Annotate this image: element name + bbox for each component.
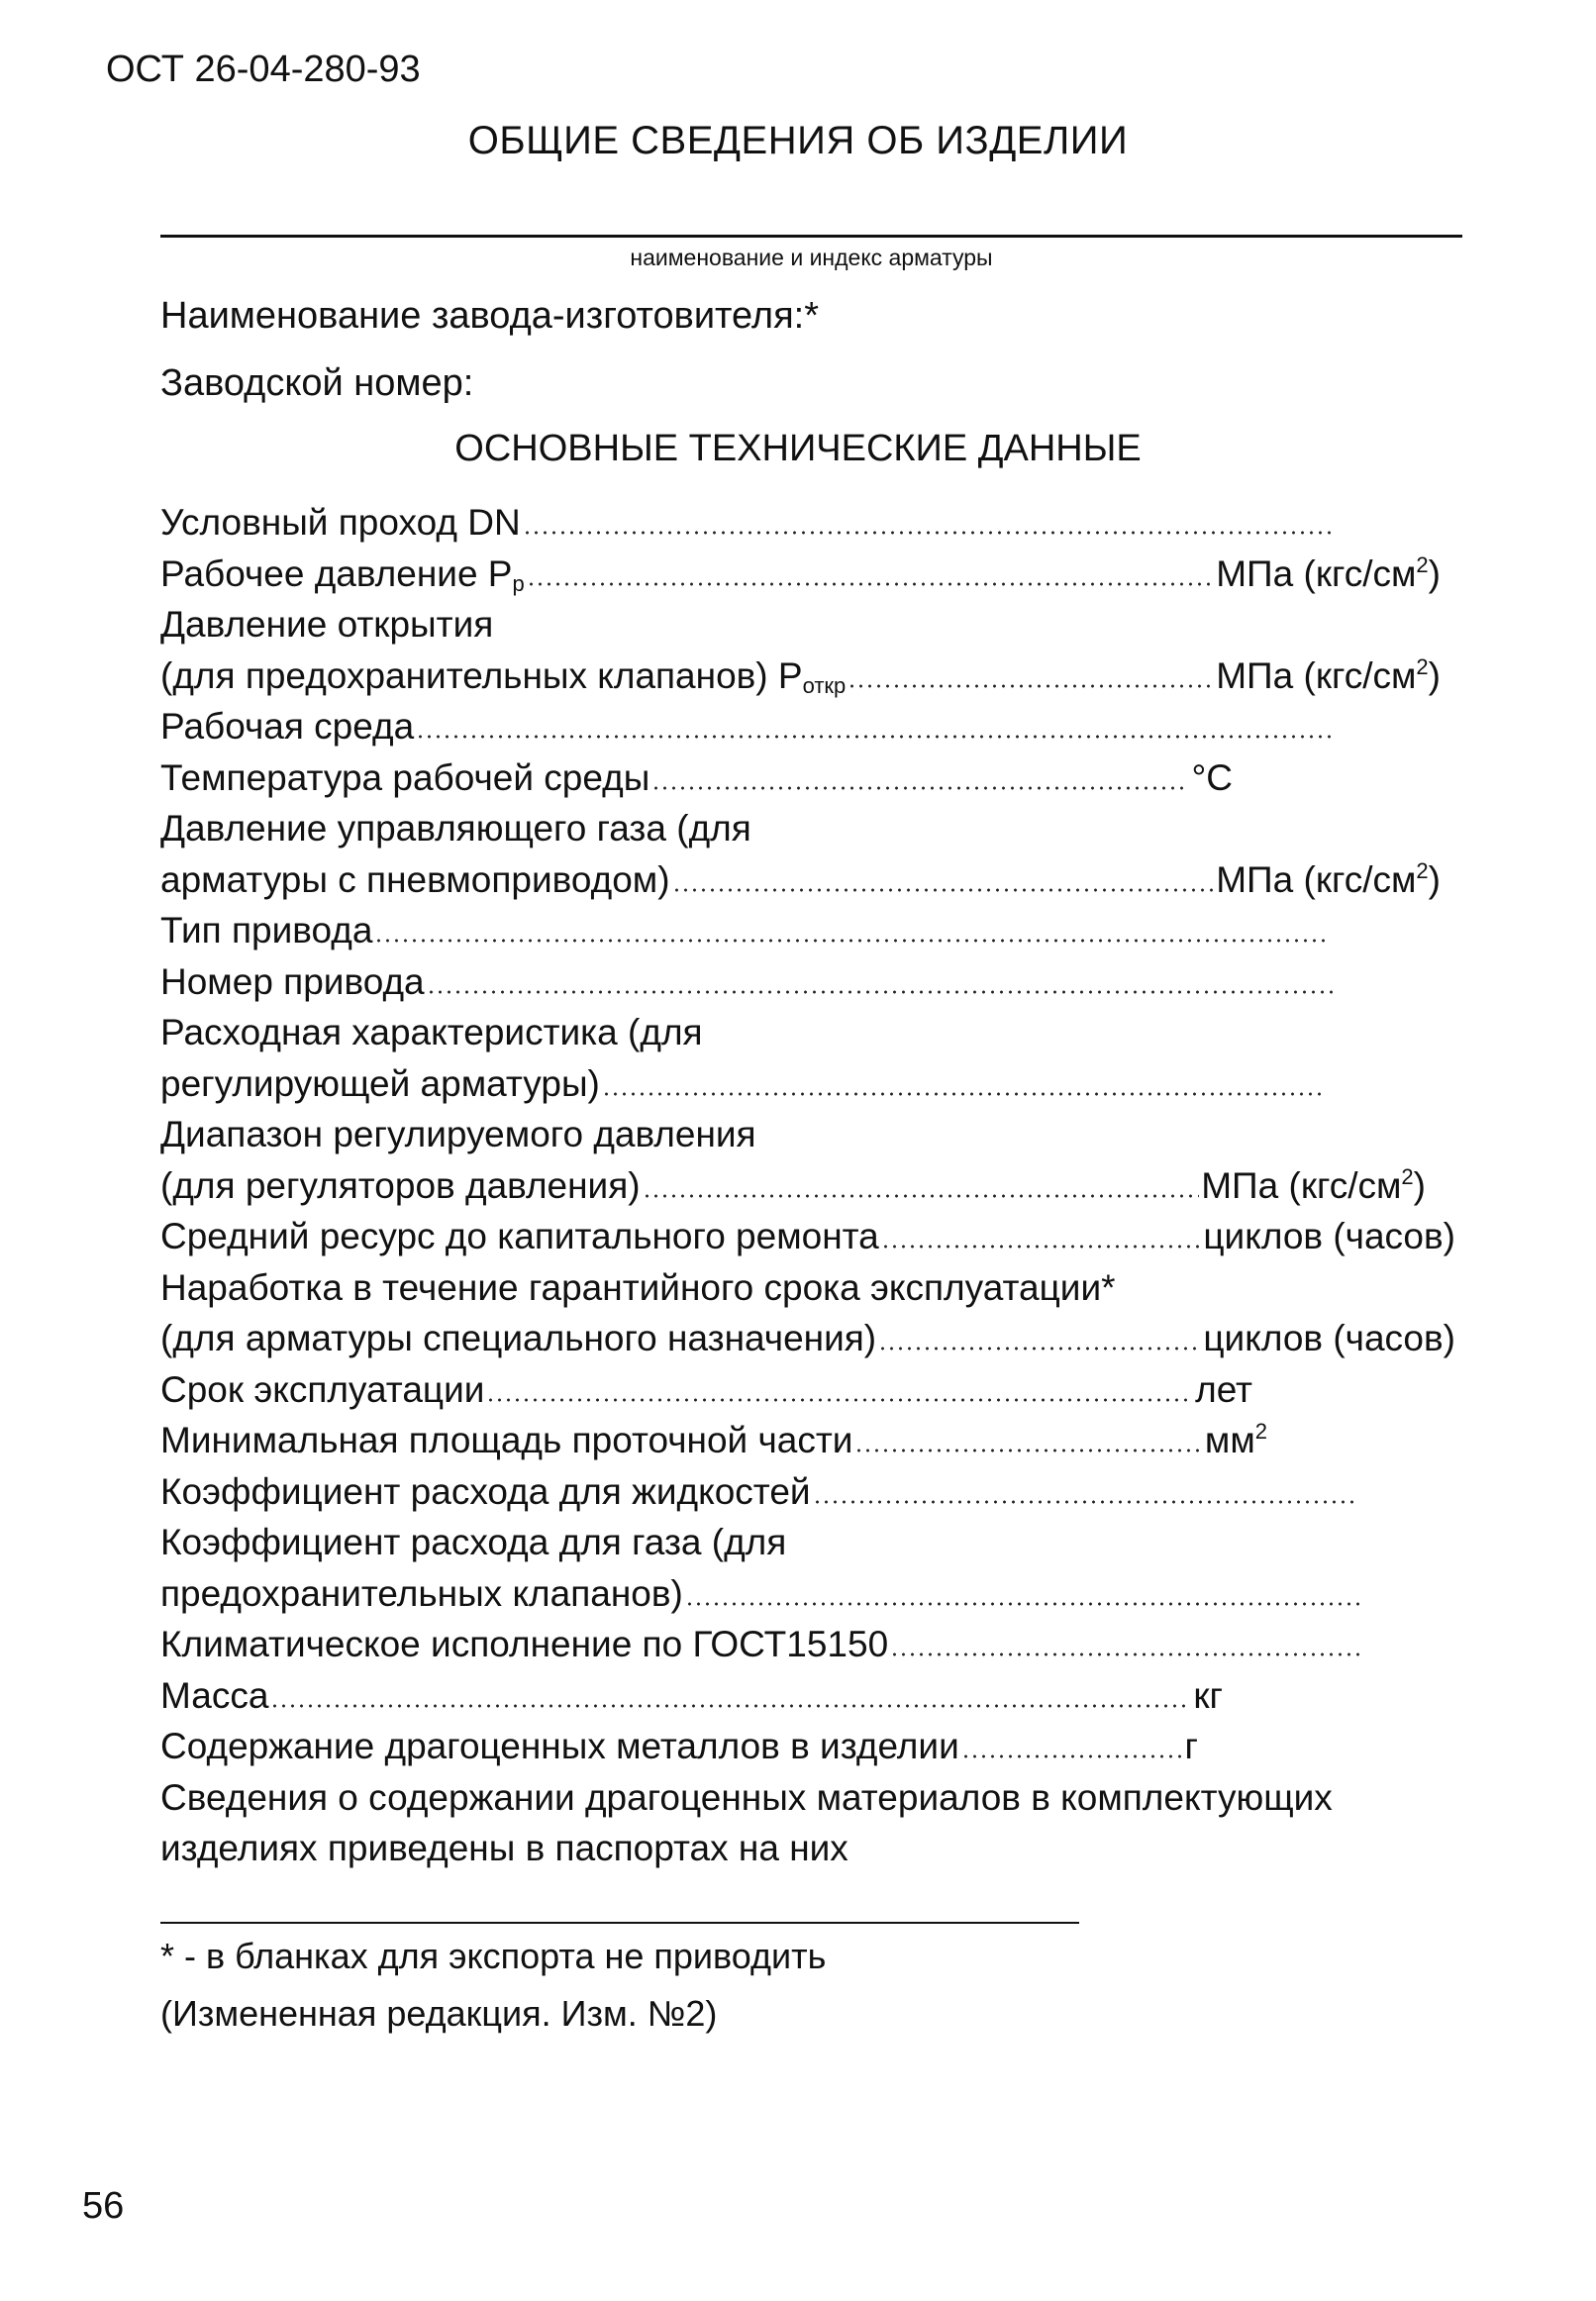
data-row xyxy=(160,757,1233,809)
row-label-text: Температура рабочей среды xyxy=(160,756,650,798)
row-label xyxy=(160,1675,268,1717)
row-label xyxy=(160,757,649,799)
data-row xyxy=(160,553,1441,605)
dot-leader xyxy=(848,684,1214,688)
row-label-text: Рабочая среда xyxy=(160,706,415,747)
row-label-text: Давление управляющего газа (для xyxy=(160,808,751,849)
row-label-text: (для арматуры специального назначения) xyxy=(160,1318,877,1358)
unit-superscript: 2 xyxy=(1416,857,1429,883)
row-label-text: (для предохранительных клапанов) P xyxy=(160,654,803,696)
technical-data-list xyxy=(160,502,1477,1879)
data-row xyxy=(160,910,1477,961)
dot-leader xyxy=(890,1652,1364,1656)
data-row xyxy=(160,859,1441,911)
row-label xyxy=(160,553,525,595)
data-row xyxy=(160,502,1477,553)
row-unit: МПа $(кгс/см^2)$ xyxy=(1216,653,1441,696)
row-label-subscript: откр xyxy=(802,672,847,698)
row-label xyxy=(160,1165,641,1207)
data-row xyxy=(160,961,1477,1013)
data-row xyxy=(160,1624,1477,1675)
row-label-text: Минимальная площадь проточной части xyxy=(160,1420,853,1460)
row-label xyxy=(160,1216,879,1257)
row-label xyxy=(160,961,425,1003)
dot-leader xyxy=(416,735,1335,739)
row-label xyxy=(160,655,846,697)
row-label-text: Диапазон регулируемого давления xyxy=(160,1114,756,1154)
row-label xyxy=(160,808,751,850)
data-row xyxy=(160,1165,1426,1217)
document-code: ОСТ 26-04-280-93 xyxy=(106,49,421,90)
row-label-text: Наработка в течение гарантийного срока эксплуатации* xyxy=(160,1266,1116,1308)
data-row xyxy=(160,1216,1455,1267)
data-row xyxy=(160,1675,1223,1727)
data-row xyxy=(160,604,1477,655)
row-label xyxy=(160,1267,1116,1309)
data-row xyxy=(160,1573,1477,1625)
dot-leader xyxy=(486,1398,1193,1402)
row-label xyxy=(160,1318,876,1359)
row-label-text: Содержание драгоценных металлов в изделии xyxy=(160,1726,959,1766)
row-label xyxy=(160,1828,848,1869)
data-row xyxy=(160,1318,1455,1369)
serial-number-field: Заводской номер: xyxy=(160,362,474,404)
dot-leader xyxy=(961,1754,1183,1758)
page-title: ОБЩИЕ СВЕДЕНИЯ ОБ ИЗДЕЛИИ xyxy=(467,119,1129,162)
data-row xyxy=(160,1063,1477,1115)
page-number: 56 xyxy=(82,2185,125,2227)
dot-leader xyxy=(881,1245,1202,1249)
row-unit: $мм^2$ xyxy=(1204,1419,1267,1460)
row-label xyxy=(160,1471,811,1513)
row-label-text: Давление открытия xyxy=(160,604,494,645)
row-unit: МПа $(кгс/см^2)$ xyxy=(1201,1163,1426,1206)
row-unit: циклов (часов) xyxy=(1203,1318,1455,1358)
row-label-text: предохранительных клапанов) xyxy=(160,1572,683,1614)
row-unit: °C xyxy=(1191,756,1233,798)
row-label xyxy=(160,706,414,748)
row-label-text: Масса xyxy=(160,1674,269,1716)
row-label xyxy=(160,1369,484,1411)
row-label xyxy=(160,1573,683,1615)
data-row xyxy=(160,706,1477,757)
data-row xyxy=(160,1369,1252,1421)
dot-leader xyxy=(270,1704,1191,1708)
row-label xyxy=(160,1063,600,1105)
dot-leader xyxy=(643,1194,1200,1198)
row-label xyxy=(160,502,521,544)
row-unit: лет xyxy=(1195,1368,1252,1410)
row-label xyxy=(160,910,372,951)
row-label xyxy=(160,1726,959,1767)
row-unit: циклов (часов) xyxy=(1203,1216,1455,1256)
data-row xyxy=(160,1012,1477,1063)
data-row xyxy=(160,1522,1477,1573)
row-label-subscript: р xyxy=(512,570,525,596)
dot-leader xyxy=(854,1449,1202,1452)
data-row xyxy=(160,1267,1477,1319)
row-label xyxy=(160,1777,1333,1819)
unit-superscript: 2 xyxy=(1416,653,1429,679)
unit-superscript: 2 xyxy=(1416,551,1429,577)
dot-leader xyxy=(527,582,1215,586)
manufacturer-field: Наименование завода-изготовителя:* xyxy=(160,295,819,337)
row-unit: г xyxy=(1184,1726,1198,1766)
data-row xyxy=(160,1777,1477,1829)
row-label-text: (для регуляторов давления) xyxy=(160,1164,641,1206)
row-unit: МПа $(кгс/см^2)$ xyxy=(1216,551,1441,594)
row-label xyxy=(160,1420,852,1461)
section-title: ОСНОВНЫЕ ТЕХНИЧЕСКИЕ ДАННЫЕ xyxy=(454,428,1142,469)
data-row xyxy=(160,1420,1267,1471)
row-unit: кг xyxy=(1193,1674,1223,1716)
footnote-divider xyxy=(160,1922,1079,1924)
unit-superscript: 2 xyxy=(1401,1163,1414,1189)
row-label-text: изделиях приведены в паспортах на них xyxy=(160,1828,848,1868)
name-caption: наименование и индекс арматуры xyxy=(630,245,993,270)
row-label-text: арматуры с пневмоприводом) xyxy=(160,858,670,900)
name-fill-line xyxy=(160,235,1462,238)
data-row xyxy=(160,655,1441,707)
dot-leader xyxy=(374,939,1330,943)
row-label-text: Сведения о содержании драгоценных материалов в комплектующих xyxy=(160,1776,1333,1818)
row-label-text: Коэффициент расхода для жидкостей xyxy=(160,1470,811,1512)
dot-leader xyxy=(813,1500,1354,1504)
row-label-text: Средний ресурс до капитального ремонта xyxy=(160,1216,879,1256)
dot-leader xyxy=(672,888,1215,892)
row-label-text: регулирующей арматуры) xyxy=(160,1062,600,1104)
dot-leader xyxy=(685,1602,1364,1606)
footnote-export: * - в бланках для экспорта не приводить xyxy=(160,1936,827,1976)
row-label xyxy=(160,1012,703,1053)
row-label-text: Коэффициент расхода для газа (для xyxy=(160,1522,787,1562)
row-label-text: Рабочее давление P xyxy=(160,552,513,594)
dot-leader xyxy=(651,786,1189,790)
data-row xyxy=(160,1828,1477,1879)
data-row xyxy=(160,808,1477,859)
row-label-text: Климатическое исполнение по ГОСТ15150 xyxy=(160,1624,889,1664)
row-label xyxy=(160,859,670,901)
row-label xyxy=(160,1522,786,1563)
data-row xyxy=(160,1471,1477,1523)
row-label xyxy=(160,1114,756,1155)
row-label-text: Условный проход DN xyxy=(160,502,521,543)
row-label xyxy=(160,1624,888,1665)
data-row xyxy=(160,1726,1198,1777)
row-label-text: Срок эксплуатации xyxy=(160,1368,485,1410)
dot-leader xyxy=(523,531,1335,535)
dot-leader xyxy=(878,1347,1201,1351)
footnote-edition: (Измененная редакция. Изм. №2) xyxy=(160,1993,718,2034)
unit-superscript: 2 xyxy=(1254,1419,1267,1444)
row-label-text: Номер привода xyxy=(160,960,425,1002)
dot-leader xyxy=(427,990,1335,994)
row-label-text: Расходная характеристика (для xyxy=(160,1012,703,1052)
data-row xyxy=(160,1114,1477,1165)
dot-leader xyxy=(602,1092,1325,1096)
row-label-text: Тип привода xyxy=(160,910,373,950)
row-label xyxy=(160,604,493,646)
row-unit: МПа $(кгс/см^2)$ xyxy=(1216,857,1441,900)
